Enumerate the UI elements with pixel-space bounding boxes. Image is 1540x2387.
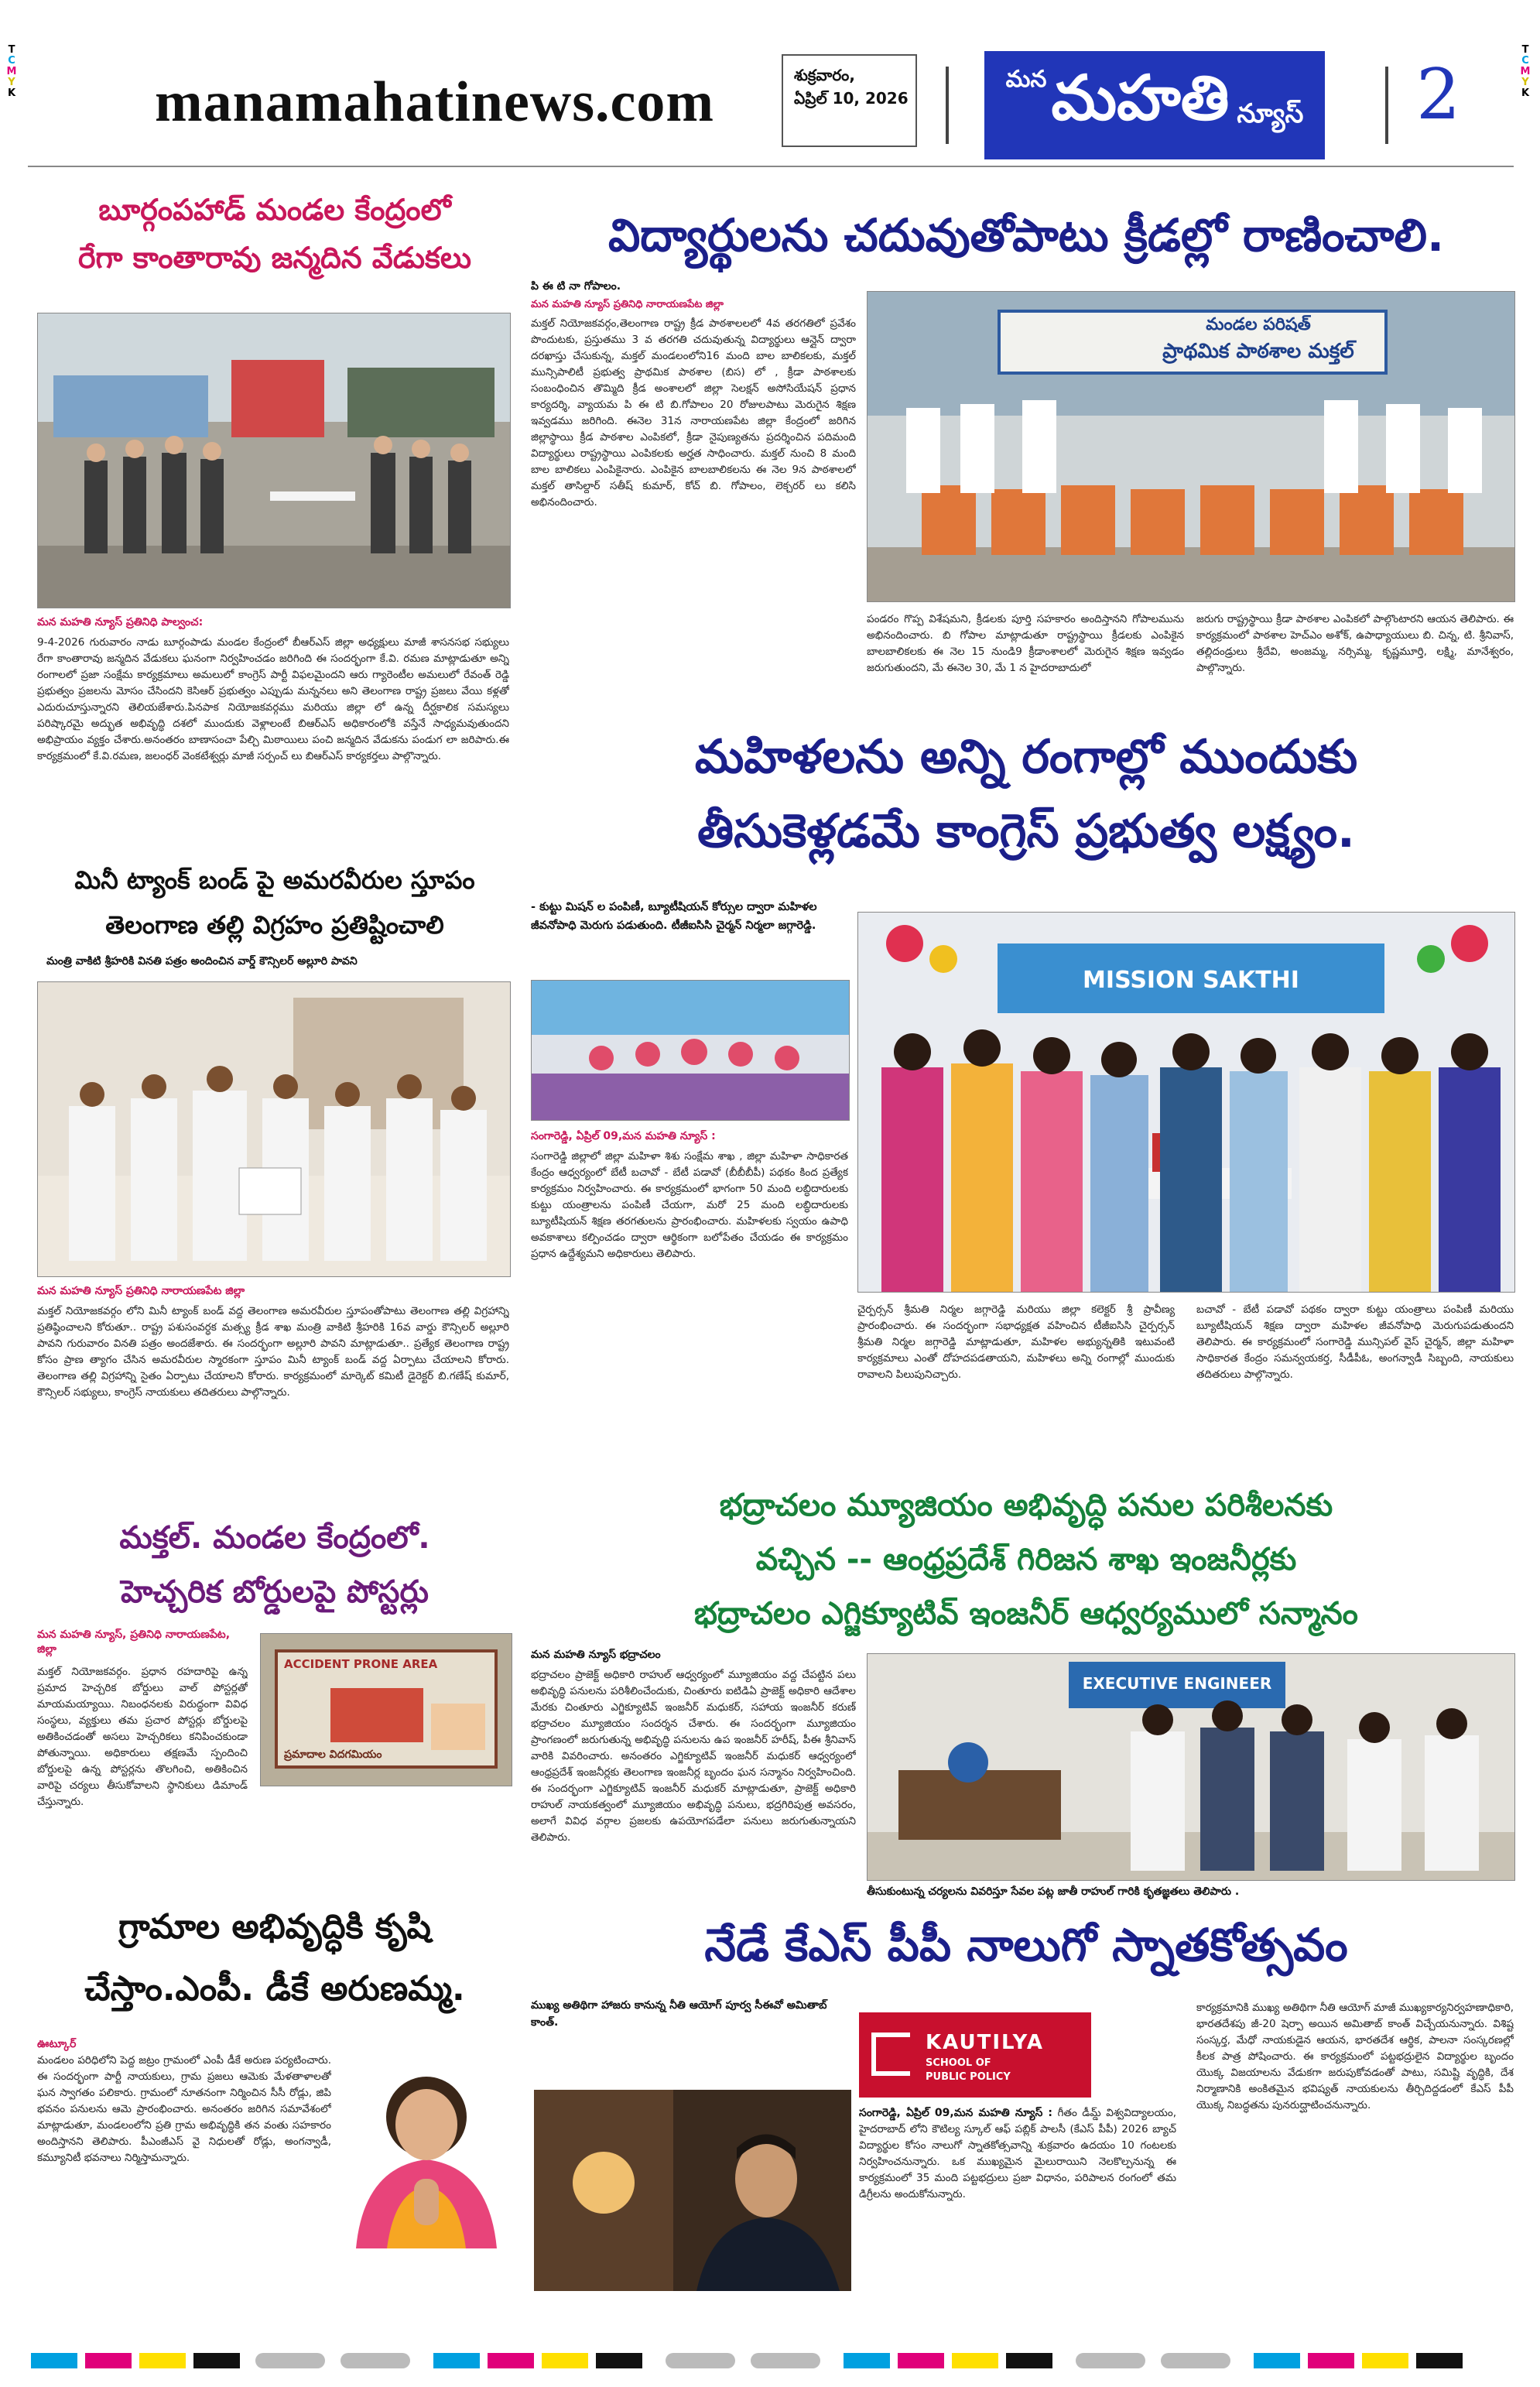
aruna-photo-illustration bbox=[341, 2043, 512, 2248]
masthead-rule bbox=[28, 166, 1514, 167]
tank-bund-body: మక్తల్ నియోజకవర్గం లోని మినీ ట్యాంక్ బండ్ వద్ద తెలంగాణ అమరవీరుల స్తూపంతోపాటు తెలంగాణ తల్లి విగ్రహాన్ని ప్రతిష్ఠించాలని కోరుతూ.. రాష్ట్ర పశుసంవర్ధక మత్స్య క్రీడ శాఖ మంత్రి వాకిటి శ్రీహరికి 16వ వార్డు కౌన్సిలర్ అల్లూరి పావని గురువారం వినతి పత్రం అందజేశారు. ఈ సందర్భంగా అల్లూరి పావని మాట్లాడుతూ.. ప్రత్యేక తెలంగాణ రాష్ట్ర కోసం ప్రాణ త్యాగం చేసిన అమరవీరుల స్మారకంగా స్తూపం మినీ ట్యాంక్ బండ్ వద్ద ఏర్పాటు చేయాలని కోరారు. తెలంగాణ తల్లి విగ్రహాన్ని సైతం ఏర్పాటు చేయాలని కోరారు. కార్యక్రమంలో మార్కెట్ కమిటీ డైరెక్టర్ బి.గణేష్ కుమార్, కౌన్సిలర్ సభ్యులు, కాంగ్రెస్ నాయకులు తదితరులు పాల్గొన్నారు. bbox=[37, 1305, 509, 1399]
ksp-byline: సంగారెడ్డి, ఏప్రిల్ 09,మన మహతి న్యూస్ : bbox=[859, 2107, 1053, 2119]
women-small-photo-illustration bbox=[532, 981, 849, 1120]
ksp-headline: నేడే కేఎస్ పీపీ నాలుగో స్నాతకోత్సవం bbox=[704, 1919, 1348, 1971]
kautilya-logo-line2: SCHOOL OF bbox=[926, 2057, 991, 2069]
date-label: ఏప్రిల్ 10, 2026 bbox=[794, 89, 909, 108]
students-banner-text-1: మండల పరిషత్ bbox=[1206, 315, 1311, 334]
page-number: 2 bbox=[1416, 54, 1461, 135]
tank-bund-photo bbox=[37, 981, 511, 1277]
students-banner-text-2: ప్రాథమిక పాఠశాల మక్తల్ bbox=[1162, 340, 1354, 363]
women-banner-text: MISSION SAKTHI bbox=[1083, 967, 1299, 994]
cmyk-mark-left: T C M Y K bbox=[6, 44, 17, 99]
aruna-text-block bbox=[37, 2036, 331, 2277]
aruna-body: మండలం పరిధిలోని పెద్ద జట్రం గ్రామంలో ఎంపీ డీకే అరుణ పర్యటించారు. ఈ సందర్భంగా పార్టీ నాయకులు, గ్రామ ప్రజలు ఆమెకు మేళతాళాలతో ఘన స్వాగతం పలికారు. గ్రామంలో నూతనంగా నిర్మించిన సీసీ రోడ్లు, జిపి భవనం పనులను ఆమె ప్రారంభించారు. అనంతరం జరిగిన సమావేశంలో మాట్లాడుతూ, మండలంలోని ప్రతి గ్రామ అభివృద్ధికి తన వంతు సహకారం అందిస్తానని తెలిపారు. పీఎంజీఎస్ వై నిధులతో రోడ్లు, అంగన్వాడీ, కమ్యూనిటీ భవనాలు నిర్మిస్తామన్నారు. bbox=[37, 2054, 331, 2164]
ksp-body-col3: కార్యక్రమానికి ముఖ్య అతిథిగా నీతి ఆయోగ్ మాజీ ముఖ్యకార్యనిర్వహణాధికారి, భారతదేశపు జీ-20 షెర్పా అయిన అమితాబ్ కాంత్ విచ్చేయనున్నారు. విశిష్ట సంస్కర్త, మేధో నాయకుడైన ఆయన, భారతదేశ ఆర్థిక, పాలనా సంస్కరణల్లో కీలక పాత్ర పోషించారు. ఈ కార్యక్రమంలో పట్టభద్రులైన విద్యార్థుల బృందం యొక్క విజయాలను వేడుకగా జరుపుకోవడంతో పాటు, సమిష్టి వృద్ధికి, దేశ నిర్మాణానికి అంకితమైన భవిష్యత్ నాయకులను తీర్చిదిద్దడంలో కేఎస్ పీపీ యొక్క నిబద్ధతను పునరుద్ఘాటించనున్నారు. bbox=[1196, 2002, 1514, 2111]
masthead-divider-2 bbox=[1385, 67, 1388, 144]
women-subhead: - కుట్టు మిషన్ ల పంపిణీ, బ్యూటీషియన్ కోర్సుల ద్వారా మహిళల జీవనోపాధి మెరుగు పడుతుంది. టీజీఐసిసి చైర్మన్ నిర్మలా జగ్గారెడ్డి. bbox=[531, 901, 817, 932]
regha-headline: బూర్గంపహాడ్ మండల కేంద్రంలో రేగా కాంతారావు జన్మదిన వేడుకలు bbox=[77, 193, 471, 275]
maktal-posters-byline: మన మహతి న్యూస్, ప్రతినిధి నారాయణపేట, జిల్లా bbox=[37, 1628, 231, 1656]
students-body-col3: జరుగు రాష్ట్రస్థాయి క్రీడా పాఠశాల ఎంపికలో పాల్గొంటారని ఆయన తెలిపారు. ఈ కార్యక్రమంలో పాఠశాల హెచ్ఎం అశోక్, ఉపాధ్యాయులు బి. చిన్న, టి. శ్రీనివాస్, తల్లిదండ్రులు శ్రీదేవి, అంజమ్మ, నర్సిమ్మ, కృష్ణమూర్తి, లక్ష్మి, మానేశ్వరం, పాల్గొన్నారు. bbox=[1196, 613, 1514, 674]
aruna-headline: గ్రామాల అభివృద్ధికి కృషి చేస్తాం.ఎంపీ. డీకే అరుణమ్మ. bbox=[84, 1907, 465, 2009]
women-body-col1: సంగారెడ్డి జిల్లాలో జిల్లా మహిళా శిశు సంక్షేమ శాఖ , జిల్లా మహిళా సాధికారత కేంద్రం ఆధ్వర్యంలో బేటీ బచావో - బేటీ పడావో (బీబీబీపీ) పథకం కింద ప్రత్యేక కార్యక్రమం నిర్వహించారు. ఈ కార్యక్రమంలో భాగంగా 50 మంది లబ్ధిదారులకు కుట్టు యంత్రాలను పంపిణీ చేయగా, మరో 25 మంది లబ్ధిదారులకు బ్యూటీషియన్ శిక్షణ తరగతులను ప్రారంభించారు. మహిళలకు స్వయం ఉపాధి అవకాశాలు కల్పించడం ద్వారా ఆర్థికంగా బలోపేతం చేయడం ఈ కార్యక్రమం ప్రధాన ఉద్దేశ్యమని అధికారులు తెలిపారు. bbox=[531, 1150, 848, 1260]
logo-main-text: మహతి bbox=[1051, 61, 1230, 134]
bhadrachalam-headline: భద్రాచలం మ్యూజియం అభివృద్ధి పనుల పరిశీలనకు వచ్చిన -- ఆంధ్రప్రదేశ్ గిరిజన శాఖ ఇంజనీర్లకు భద్రాచలం ఎగ్జిక్యూటివ్ ఇంజనీర్ ఆధ్వర్యములో సన్మానం bbox=[694, 1488, 1358, 1632]
women-body-col3: బచావో - బేటీ పడావో పథకం ద్వారా కుట్టు యంత్రాలు పంపిణీ మరియు బ్యూటీషియన్ శిక్షణ ద్వారా మహిళల జీవనోపాధి మెరుగుపడుతుందని తెలిపారు. ఈ కార్యక్రమంలో సంగారెడ్డి మున్సిపల్ వైస్ చైర్మన్, జిల్లా మహిళా సాధికారత కేంద్రం సమన్వయకర్త, సీడీపీఓ, అంగన్వాడీ సిబ్బంది, నాయకులు తదితరులు పాల్గొన్నారు. bbox=[1196, 1303, 1514, 1381]
regha-photo-illustration bbox=[38, 313, 510, 608]
students-lead: పి ఈ టి నా గోపాలం. bbox=[531, 280, 621, 293]
kautilya-logo-line1: KAUTILYA bbox=[926, 2031, 1044, 2054]
kautilya-k-icon bbox=[871, 2033, 910, 2076]
bhadrachalam-byline: మన మహతి న్యూస్ భద్రాచలం bbox=[531, 1649, 661, 1661]
ksp-lead: ముఖ్య అతిథిగా హాజరు కానున్న నీతి ఆయోగ్ పూర్వ సీఈవో అమితాబ్ కాంత్. bbox=[531, 1999, 827, 2029]
aruna-photo bbox=[341, 2043, 512, 2248]
maktal-posters-body: మక్తల్ నియోజకవర్గం. ప్రధాన రహదారిపై ఉన్న ప్రమాద హెచ్చరిక బోర్డులు వాల్ పోస్టర్లతో మాయమయ్యాయి. నిబంధనలకు విరుద్ధంగా వివిధ సంస్థలు, వ్యక్తులు తమ ప్రచార పోస్టర్లు బోర్డులపై అతికించడంతో అసలు హెచ్చరికలు కనిపించకుండా పోతున్నాయి. అధికారులు తక్షణమే స్పందించి బోర్డులపై ఉన్న పోస్టర్లను తొలగించి, అతికించిన వారిపై చర్యలు తీసుకోవాలని స్థానికులు డిమాండ్ చేస్తున్నారు. bbox=[37, 1666, 248, 1808]
kautilya-logo-line3: PUBLIC POLICY bbox=[926, 2071, 1011, 2083]
women-byline: సంగారెడ్డి, ఏప్రిల్ 09,మన మహతి న్యూస్ : bbox=[531, 1130, 716, 1142]
logo-suffix-text: న్యూస్ bbox=[1237, 98, 1304, 129]
cmyk-mark-right: T C M Y K bbox=[1520, 44, 1531, 99]
students-photo bbox=[867, 291, 1515, 602]
students-body-col2: పండరం గొప్ప విశేషమని, క్రీడలకు పూర్తి సహకారం అందిస్తానని గోపాలమును అభినందించారు. బి గోపాల మాట్లాడుతూ రాష్ట్రస్థాయి క్రీడలకు ఎంపికైన బాలబాలికలకు ఈ నెల 15 నుండి9 క్రీడాంశాలలో మెరుగైన శిక్షణ ఇవ్వడం జరుగుతుందని, మే ఈనెల 30, మే 1 న హైదరాబాదులో bbox=[867, 613, 1184, 674]
regha-byline: మన మహతి న్యూస్ ప్రతినిధి పాల్వంచ: bbox=[37, 616, 204, 628]
students-headline: విద్యార్థులను చదువుతోపాటు క్రీడల్లో రాణించాలి. bbox=[607, 209, 1445, 262]
ksp-body-col2-text: గీతం డీమ్డ్ విశ్వవిద్యాలయం, హైదరాబాద్ లోని కౌటిల్య స్కూల్ ఆఫ్ పబ్లిక్ పాలసీ (కేఎస్ పీపీ) 2026 బ్యాచ్ విద్యార్థుల కోసం నాలుగో స్నాతకోత్సవాన్ని శుక్రవారం ఉదయం 10 గంటలకు నిర్వహించనున్నారు. ఒక ముఖ్యమైన మైలురాయిని నెలకొల్పనున్న ఈ కార్యక్రమంలో 35 మంది పట్టభద్రులు ప్రజా విధానం, పరిపాలన రంగంలో తమ డిగ్రీలను అందుకోనున్నారు. bbox=[859, 2107, 1176, 2200]
women-body-col2: చైర్పర్సన్ శ్రీమతి నిర్మల జగ్గారెడ్డి మరియు జిల్లా కలెక్టర్ శ్రీ ప్రావీణ్య ప్రారంభించారు. ఈ సందర్భంగా సభాధ్యక్షత వహించిన టీజీఐసిసి చైర్పర్సన్ శ్రీమతి నిర్మల జగ్గారెడ్డి మాట్లాడుతూ, మహిళల అభ్యున్నతికి ఇటువంటి కార్యక్రమాలు ఎంతో దోహదపడతాయని, మహిళలు అన్ని రంగాల్లో ముందుకు రావాలని పిలుపునిచ్చారు. bbox=[857, 1303, 1175, 1381]
date-box bbox=[782, 54, 917, 147]
tank-bund-subhead: మంత్రి వాకిటి శ్రీహరికి వినతి పత్రం అందించిన వార్డ్ కౌన్సిలర్ అల్లూరి పావని bbox=[46, 955, 358, 967]
maktal-sign-photo bbox=[260, 1633, 512, 1786]
kautilya-logo bbox=[859, 2012, 1091, 2098]
regha-photo bbox=[37, 313, 511, 608]
aruna-byline: ఊట్కూర్ bbox=[37, 2038, 77, 2050]
tank-bund-photo-illustration bbox=[38, 982, 510, 1276]
women-main-photo bbox=[857, 912, 1515, 1293]
masthead-divider bbox=[946, 67, 949, 144]
bhadrachalam-photo-caption: తీసుకుంటున్న చర్యలను వివరిస్తూ సేవల పట్ల జాతీ రాహుల్ గారికి కృతజ్ఞతలు తెలిపారు . bbox=[867, 1885, 1240, 1898]
amitabh-kant-photo bbox=[534, 2090, 851, 2291]
maktal-sign-text-2: ప్రమాదాల విదగమియం bbox=[284, 1748, 382, 1761]
site-url: manamahatinews.com bbox=[155, 70, 715, 134]
tank-bund-byline: మన మహతి న్యూస్ ప్రతినిధి నారాయణపేట జిల్లా bbox=[37, 1285, 245, 1297]
maktal-sign-text-1: ACCIDENT PRONE AREA bbox=[284, 1657, 438, 1671]
students-body-col1: మక్తల్ నియోజకవర్గం,తెలంగాణ రాష్ట్ర క్రీడ పాఠశాలలలో 4వ తరగతిలో ప్రవేశం పొందుటకు, ప్రస్తుతము 3 వ తరగతి చదువుతున్న విద్యార్థులు ఆన్లైన్ ద్వారా దరఖాస్తు చేసుకున్న, మక్తల్ మండలంలోని16 మంది బాల బాలికలకు, మక్తల్ మున్సిపాలిటీ ప్రభుత్వ ప్రాథమిక పాఠశాల (బిస) లో , క్రీడా పాఠశాలకు సంబంధించిన తొమ్మిది క్రీడ అంశాలలో జిల్లా సెలక్షన్ అసోసియేషన్ ప్రధాన కార్యదర్శి, వ్యాయమ పి ఈ టి బి.గోపాలం 20 రోజులపాటు మెరుగైన శిక్షణ ఇవ్వడము జరిగింది. ఈనెల 31న నారాయణపేట జిల్లా కేంద్రంలో జరిగిన జిల్లాస్థాయి క్రీడ పాఠశాల ఎంపికలో, క్రీడా నైపుణ్యతను ప్రదర్శించిన పదిమంది విద్యార్థులు రాష్ట్రస్థాయి ఎంపికలకు అర్హత సాధించారు. మక్తల్ నుంచి 8 మంది బాల బాలికలు ఎంపికైనారు. ఎంపికైన బాలబాలికలను ఈ నెల 9న పాఠశాలలో మక్తల్ తాసిల్దార్ సతీష్ కుమార్, కోచ్ బి. గోపాలం, లెక్చరర్ లు కలిసి అభినందించారు. bbox=[531, 317, 856, 509]
students-byline: మన మహతి న్యూస్ ప్రతినిధి నారాయణపేట జిల్లా bbox=[531, 299, 724, 310]
bhadrachalam-photo bbox=[867, 1653, 1515, 1881]
bhadrachalam-body: భద్రాచలం ప్రాజెక్ట్ అధికారి రాహుల్ ఆధ్వర్యంలో మ్యూజియం వద్ద చేపట్టిన పలు అభివృద్ధి పనులను పరిశీలించేందుకు, చింతూరు ఐటిడిఏ ప్రాజెక్ట్ అధికారి ఆదేశాల మేరకు చింతూరు ఎగ్జిక్యూటివ్ ఇంజనీర్ మధుకర్, సహాయ ఇంజనీర్ కరుణ్ భద్రాచలం మ్యూజియం సందర్శన చేశారు. ఈ సందర్భంగా మ్యూజియం ప్రాంగణంలో జరుగుతున్న అభివృద్ధి పనులను ఉప ఇంజనీర్ హరీష్, పీఈ శ్రీనివాస్ వారికి వివరించారు. అనంతరం ఎగ్జిక్యూటివ్ ఇంజనీర్ మధుకర్ ఆధ్వర్యంలో ఆంధ్రప్రదేశ్ ఇంజనీర్లకు తెలంగాణ ఇంజనీర్ల బృందం ఘన సన్మానం నిర్వహించింది. ఈ సందర్భంగా ఎగ్జిక్యూటివ్ ఇంజనీర్ మధుకర్ మాట్లాడుతూ, ప్రాజెక్ట్ అధికారి రాహుల్ నాయకత్వంలో మ్యూజియం అభివృద్ధి పనులు, భద్రగిరిపుత్ర అవసరం, అలాగే వివిధ వర్గాల ప్రజలకు ఉపయోగపడేలా పనులు జరుగుతున్నాయని తెలిపారు. bbox=[531, 1669, 856, 1844]
amitabh-kant-photo-illustration bbox=[534, 2090, 851, 2291]
women-small-photo bbox=[531, 980, 850, 1121]
tank-bund-headline: మినీ ట్యాంక్ బండ్ పై అమరవీరుల స్తూపం తెలంగాణ తల్లి విగ్రహం ప్రతిష్టించాలి bbox=[74, 865, 475, 940]
newspaper-logo bbox=[984, 51, 1325, 159]
regha-body: 9-4-2026 గురువారం నాడు బూర్గంపాడు మండల కేంద్రంలో బీఆర్ఎస్ జిల్లా అధ్యక్షులు మాజీ శాసనసభ సభ్యులు రేగా కాంతారావు జన్మదిన వేడుకలు ఘనంగా నిర్వహించడం జరిగింది ఈ సందర్భంగా కే.వి. రమణ మాట్లాడుతూ అన్ని రంగాలలో ప్రజా సంక్షేమ కార్యక్రమాలు అమలులో కాంగ్రెస్ పార్టీ విఫలమైందని ఆరు గ్యారెంటీల అమలులో రేవంత్ రెడ్డి ప్రభుత్వం ప్రజలను మోసం చేసిందని కెసిఆర్ ప్రభుత్వం ఎప్పుడు మన్ననలు అని తెలంగాణ రాష్ట్ర ప్రజలు వేయి కళ్లతో ఎదురుచూస్తున్నారని తెలియజేశారు.పినపాక నియోజకవర్గము మరియు జిల్లా లో ఉన్న దీర్ఘకాలిక సమస్యలు పరిష్కారమై అద్భుత అభివృద్ధి దశలో ముందుకు వెళ్లాలంటే బిఆర్ఎస్ అధికారంలోకి వస్తేనే సాధ్యమవుతుందని అభిప్రాయం వ్యక్తం చేశారు.అనంతరం బాణాసంచా పేల్చి మిఠాయిలు పంచి జన్మదిన వేడుకను పండుగ లా జరిపారు.ఈ కార్యక్రమంలో కే.వి.రమణ, జలంధర్ వెంకటేశ్వర్లు మాజీ సర్పంచ్ లు బిఆర్ఎస్ కార్యకర్తలు పాల్గొన్నారు. bbox=[37, 636, 509, 762]
maktal-posters-headline: మక్తల్. మండల కేంద్రంలో. హెచ్చరిక బోర్డులపై పోస్టర్లు bbox=[119, 1520, 430, 1610]
logo-small-text: మన bbox=[1005, 66, 1047, 93]
ksp-body-col2 bbox=[859, 2105, 1176, 2283]
women-headline: మహిళలను అన్ని రంగాల్లో ముందుకు తీసుకెళ్లడమే కాంగ్రెస్ ప్రభుత్వ లక్ష్యం. bbox=[694, 730, 1358, 858]
day-label: శుక్రవారం, bbox=[794, 66, 855, 84]
bhadrachalam-banner-text: EXECUTIVE ENGINEER bbox=[1082, 1674, 1272, 1693]
students-photo-illustration bbox=[868, 292, 1514, 601]
